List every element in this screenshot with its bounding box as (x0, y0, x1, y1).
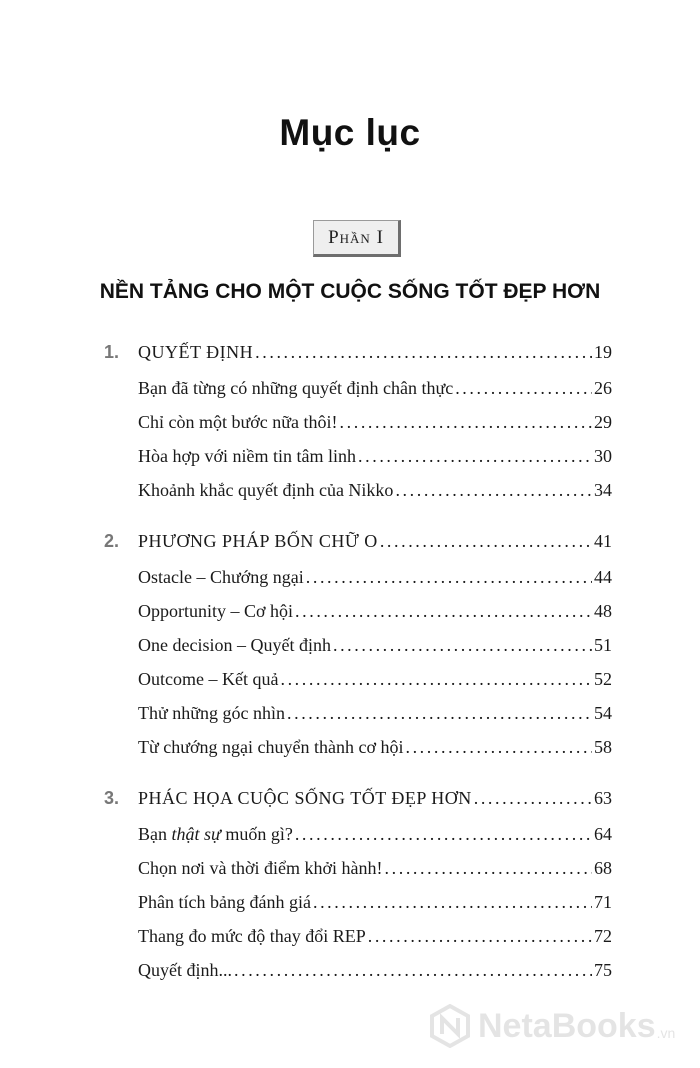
chapter-number: 1. (104, 341, 120, 362)
section-title: Thử những góc nhìn (138, 702, 285, 723)
chapter-row[interactable] (0, 333, 700, 371)
toc-entry (138, 926, 612, 947)
section-row[interactable] (0, 817, 700, 851)
toc-entry (138, 531, 612, 552)
section-title-part: Bạn (138, 823, 172, 844)
section-row[interactable] (0, 885, 700, 919)
section-title: Chọn nơi và thời điểm khởi hành! (138, 857, 383, 878)
watermark-text: NetaBooks (478, 1006, 656, 1045)
page-number: 26 (594, 377, 612, 398)
page-number: 19 (594, 341, 612, 362)
section-row[interactable] (0, 371, 700, 405)
toc-entry (138, 703, 612, 724)
dot-leader (455, 378, 592, 399)
dot-leader (380, 531, 592, 552)
section-row[interactable] (0, 919, 700, 953)
chapter-row[interactable] (0, 522, 700, 560)
toc-entry (138, 960, 612, 981)
section-title: Opportunity – Cơ hội (138, 600, 294, 621)
section-title: Phân tích bảng đánh giá (138, 891, 311, 912)
page-title: Mục lục (279, 112, 421, 153)
section-title-emphasis: thật sự (171, 823, 221, 844)
section-row[interactable] (0, 851, 700, 885)
section-row[interactable] (0, 473, 700, 507)
section-title-part: muốn gì? (220, 823, 293, 844)
part-label-box: Phần I (313, 220, 401, 257)
section-row[interactable] (0, 730, 700, 764)
page-number: 58 (594, 736, 612, 757)
toc-entry (138, 412, 612, 433)
dot-leader (287, 703, 592, 724)
section-title: Khoảnh khắc quyết định của Nikko (138, 479, 394, 500)
page-number: 48 (594, 600, 612, 621)
chapter-title: QUYẾT ĐỊNH (138, 341, 254, 362)
section-title: One decision – Quyết định (138, 634, 331, 655)
dot-leader (313, 892, 592, 913)
dot-leader (405, 737, 592, 758)
netabooks-logo-icon (428, 1004, 472, 1048)
watermark (428, 1004, 675, 1048)
section-row[interactable] (0, 594, 700, 628)
toc-entry (138, 669, 612, 690)
page-number: 52 (594, 668, 612, 689)
page-number: 41 (594, 530, 612, 551)
page-number: 63 (594, 787, 612, 808)
dot-leader (395, 480, 592, 501)
page-number: 71 (594, 891, 612, 912)
dot-leader (280, 669, 592, 690)
dot-leader (234, 960, 592, 981)
toc-entry (138, 342, 612, 363)
toc-entry (138, 858, 612, 879)
dot-leader (295, 824, 592, 845)
section-title: Ostacle – Chướng ngại (138, 566, 304, 587)
section-row[interactable] (0, 405, 700, 439)
section-row[interactable] (0, 439, 700, 473)
section-title: Từ chướng ngại chuyển thành cơ hội (138, 736, 404, 757)
section-row[interactable] (0, 560, 700, 594)
section-title: Bạn đã từng có những quyết định chân thực (138, 377, 454, 398)
chapter-3 (0, 779, 700, 987)
dot-leader (306, 567, 592, 588)
chapter-number: 3. (104, 787, 120, 808)
dot-leader (358, 446, 592, 467)
page-number: 44 (594, 566, 612, 587)
page-number: 34 (594, 479, 612, 500)
dot-leader (333, 635, 592, 656)
section-title: Thang đo mức độ thay đổi REP (138, 925, 366, 946)
dot-leader (295, 601, 592, 622)
part-title: NỀN TẢNG CHO MỘT CUỘC SỐNG TỐT ĐẸP HƠN (99, 280, 601, 303)
section-title: Outcome – Kết quả (138, 668, 279, 689)
dot-leader (340, 412, 592, 433)
watermark-suffix: .vn (656, 1025, 676, 1041)
toc-entry (138, 788, 612, 809)
chapter-number: 2. (104, 530, 120, 551)
table-of-contents (0, 333, 700, 1002)
page-number: 75 (594, 959, 612, 980)
toc-entry (138, 737, 612, 758)
section-row[interactable] (0, 696, 700, 730)
toc-entry (138, 824, 612, 845)
toc-entry (138, 635, 612, 656)
chapter-row[interactable] (0, 779, 700, 817)
dot-leader (368, 926, 592, 947)
toc-entry (138, 892, 612, 913)
page-number: 30 (594, 445, 612, 466)
page-number: 51 (594, 634, 612, 655)
page-number: 54 (594, 702, 612, 723)
toc-entry (138, 446, 612, 467)
section-title: Hòa hợp với niềm tin tâm linh (138, 445, 357, 466)
section-row[interactable] (0, 628, 700, 662)
toc-entry (138, 567, 612, 588)
dot-leader (255, 342, 592, 363)
dot-leader (474, 788, 592, 809)
toc-entry (138, 480, 612, 501)
toc-entry (138, 601, 612, 622)
page-number: 64 (594, 823, 612, 844)
page-number: 29 (594, 411, 612, 432)
toc-entry (138, 378, 612, 399)
page-number: 72 (594, 925, 612, 946)
chapter-title: PHÁC HỌA CUỘC SỐNG TỐT ĐẸP HƠN (138, 787, 472, 808)
chapter-1 (0, 333, 700, 507)
section-title: Chỉ còn một bước nữa thôi! (138, 411, 338, 432)
chapter-title: PHƯƠNG PHÁP BỐN CHỮ O (138, 530, 378, 551)
page-number: 68 (594, 857, 612, 878)
section-title: Quyết định... (138, 959, 232, 980)
dot-leader (385, 858, 592, 879)
section-row[interactable] (0, 953, 700, 987)
section-title (138, 824, 293, 845)
section-row[interactable] (0, 662, 700, 696)
chapter-2 (0, 522, 700, 764)
